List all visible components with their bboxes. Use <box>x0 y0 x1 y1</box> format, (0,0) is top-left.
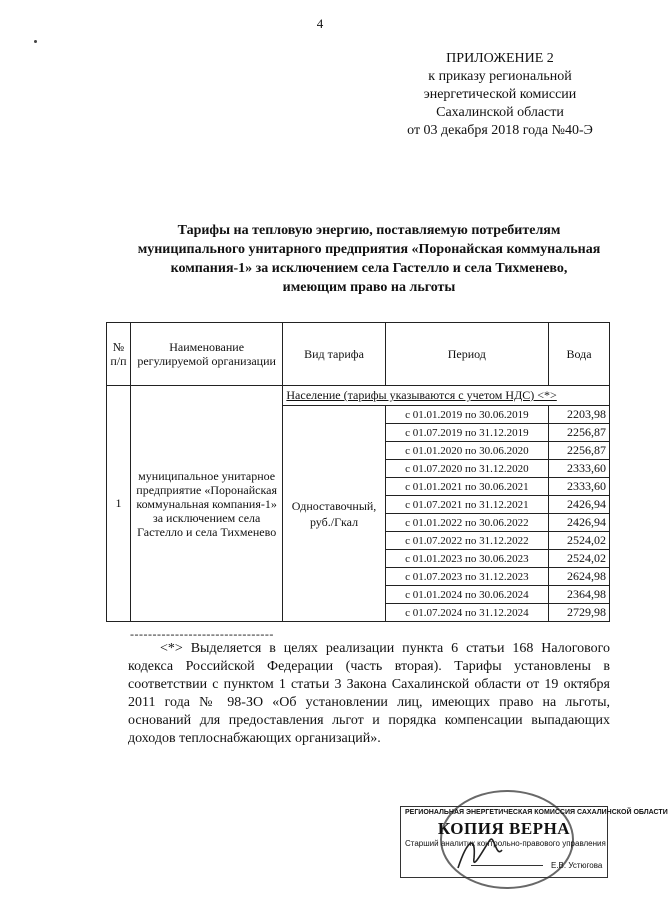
water-cell: 2203,98 <box>548 406 609 424</box>
water-cell: 2624,98 <box>548 568 609 586</box>
period-cell: с 01.07.2023 по 31.12.2023 <box>385 568 548 586</box>
period-cell: с 01.07.2020 по 31.12.2020 <box>385 460 548 478</box>
title-line: муниципального унитарного предприятия «Поронайская коммунальная <box>137 242 601 257</box>
population-label-text: Население (тарифы указываются с учетом НДС) <*> <box>286 388 557 402</box>
water-cell: 2524,02 <box>548 532 609 550</box>
header-org: Наименование регулируемой организации <box>130 323 282 386</box>
period-cell: с 01.01.2022 по 30.06.2022 <box>385 514 548 532</box>
water-cell: 2426,94 <box>548 496 609 514</box>
period-cell: с 01.01.2024 по 30.06.2024 <box>385 586 548 604</box>
tariff-table <box>106 322 610 622</box>
period-cell: с 01.07.2021 по 31.12.2021 <box>385 496 548 514</box>
row-number: 1 <box>107 386 131 622</box>
appendix-block <box>360 50 640 140</box>
water-cell: 2524,02 <box>548 550 609 568</box>
period-cell: с 01.07.2024 по 31.12.2024 <box>385 604 548 622</box>
period-cell: с 01.01.2023 по 30.06.2023 <box>385 550 548 568</box>
title-line: Тарифы на тепловую энергию, поставляемую потребителям <box>177 223 561 238</box>
appendix-line: энергетической комиссии <box>423 87 577 102</box>
tariff-type: Одноставочный, руб./Гкал <box>283 406 385 622</box>
stamp-certified: КОПИЯ ВЕРНА <box>437 819 571 838</box>
population-label <box>283 386 610 406</box>
period-cell: с 01.01.2020 по 30.06.2020 <box>385 442 548 460</box>
footnote-separator: -------------------------------- <box>130 627 274 641</box>
stamp-person: Е.В. Устюгова <box>551 861 603 870</box>
water-cell: 2426,94 <box>548 514 609 532</box>
water-cell: 2729,98 <box>548 604 609 622</box>
table-header-row <box>107 323 610 386</box>
footnote <box>128 640 610 748</box>
scan-dot <box>34 40 37 43</box>
stamp-position: Старший аналитик контрольно-правового управления <box>405 839 606 848</box>
appendix-line: Сахалинской области <box>436 105 564 120</box>
header-period: Период <box>385 323 548 386</box>
appendix-line: от 03 декабря 2018 года №40-Э <box>407 123 593 138</box>
stamp-authority: РЕГИОНАЛЬНАЯ ЭНЕРГЕТИЧЕСКАЯ КОМИССИЯ САХАЛИНСКОЙ ОБЛАСТИ <box>405 809 668 816</box>
population-row <box>107 386 610 406</box>
period-cell: с 01.01.2019 по 30.06.2019 <box>385 406 548 424</box>
organization-name: муниципальное унитарное предприятие «Поронайская коммунальная компания-1» за исключением села Гастелло и села Тихменево <box>130 386 282 622</box>
period-cell: с 01.07.2022 по 31.12.2022 <box>385 532 548 550</box>
water-cell: 2364,98 <box>548 586 609 604</box>
footnote-text: <*> Выделяется в целях реализации пункта 6 статьи 168 Налогового кодекса Российской Федерации (часть вторая). Тарифы установлены в соответствии с пунктом 1 статьи 3 Закона Сахалинской области от 19 октября 2011 года № 98-ЗО «Об установлении лиц, имеющих право на льготы, оснований для предоставления льгот и порядка компенсации выпадающих доходов теплоснабжающих организаций». <box>128 641 610 746</box>
appendix-line: ПРИЛОЖЕНИЕ 2 <box>446 51 554 66</box>
header-water: Вода <box>548 323 609 386</box>
period-cell: с 01.01.2021 по 30.06.2021 <box>385 478 548 496</box>
title-line: имеющим право на льготы <box>282 280 456 295</box>
water-cell: 2333,60 <box>548 460 609 478</box>
appendix-line: к приказу региональной <box>428 69 572 84</box>
document-title <box>104 221 634 297</box>
header-num: № п/п <box>107 323 131 386</box>
period-cell: с 01.07.2019 по 31.12.2019 <box>385 424 548 442</box>
water-cell: 2256,87 <box>548 424 609 442</box>
water-cell: 2333,60 <box>548 478 609 496</box>
header-type: Вид тарифа <box>283 323 385 386</box>
water-cell: 2256,87 <box>548 442 609 460</box>
page-number: 4 <box>316 16 324 31</box>
handwritten-signature <box>450 828 510 878</box>
title-line: компания-1» за исключением села Гастелло и села Тихменево, <box>170 261 568 276</box>
